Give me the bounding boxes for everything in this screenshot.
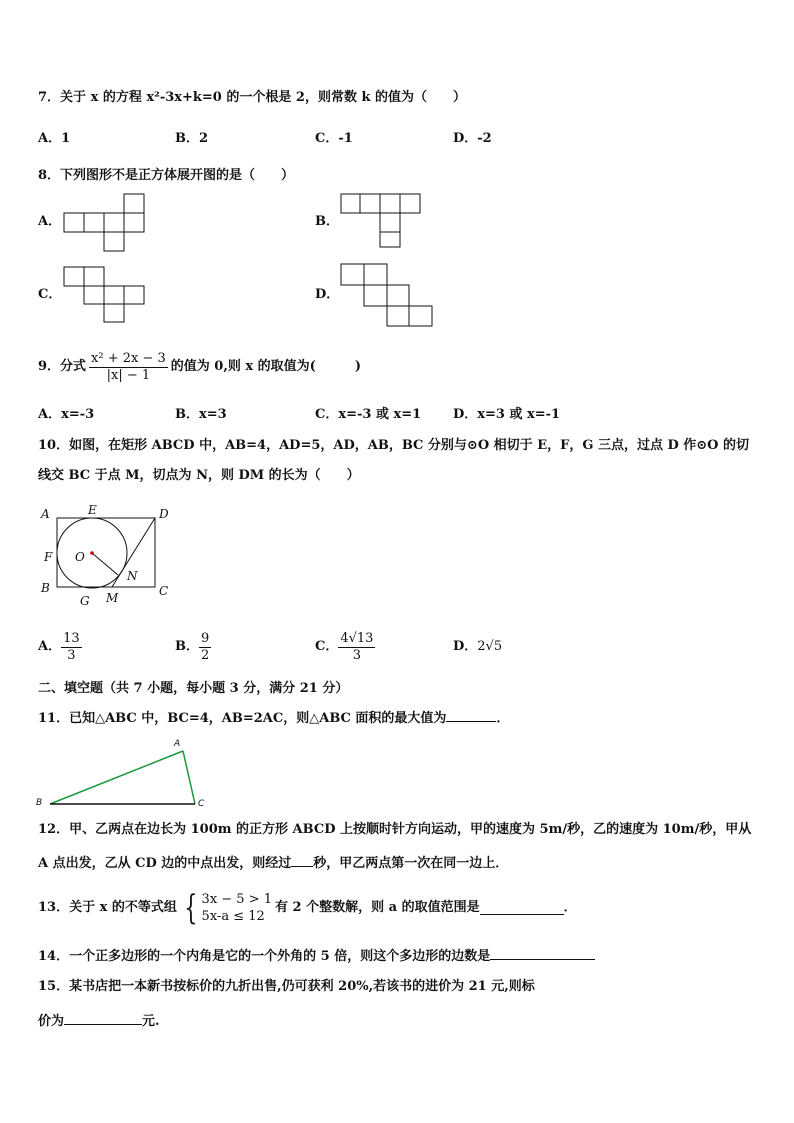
q13-inequalities [202,891,272,925]
q7-option-a: A．1 [38,131,71,146]
q9-prefix: 9．分式 [38,359,87,374]
q11-end: ． [496,711,510,726]
q14-line [38,946,595,965]
q7-text: 7．关于 x 的方程 x²-3x+k=0 的一个根是 2，则常数 k 的值为（ ） [38,90,467,105]
label-E: E [88,503,97,517]
q10-option-d-value: 2√5 [477,639,503,654]
q10-option-c-label: C． [315,639,339,654]
label-N: N [127,569,138,583]
q15-line2b: 元. [142,1014,160,1029]
q13-line [38,887,577,929]
q12-line1: 12．甲、乙两点在边长为 100m 的正方形 ABCD 上按顺时针方向运动，甲的速度为 5m/秒，乙的速度为 10m/秒，甲从 [38,822,752,837]
q10-option-b-label: B． [175,639,199,654]
q10-line2: 线交 BC 于点 M，切点为 N，则 DM 的长为（ ） [38,468,360,483]
label-B: B [41,581,50,595]
q8-label-d: D． [315,287,340,302]
q9-option-b: B．x=3 [175,407,227,422]
q9-numerator: x² + 2x − 3 [91,350,166,366]
brace-icon: { [184,888,198,928]
q11-label-C: C [198,799,205,809]
section2-title: 二、填空题（共 7 小题，每小题 3 分，满分 21 分） [38,681,349,696]
q7-option-c: C．-1 [315,131,353,146]
q10-option-b-den: 2 [201,647,210,663]
q9-option-c: C．x=-3 或 x=1 [315,407,422,422]
q10-option-c-num: 4√13 [340,630,374,646]
q8-label-b: B． [315,214,339,229]
q7-option-d: D．-2 [453,131,492,146]
q11-label-B: B [36,798,43,808]
q12-line2a: A 点出发，乙从 CD 边的中点出发，则经过 [38,856,292,871]
q13-ineq1: 3x − 5 > 1 [201,892,273,907]
q10-option-a-label: A． [38,639,62,654]
q9-suffix: 的值为 0,则 x 的取值为( ) [170,359,361,374]
q12-line2 [38,853,508,872]
q14-answer-blank[interactable] [490,946,595,960]
q9-denominator: |x| − 1 [106,367,151,383]
q9-option-a: A．x=-3 [38,407,95,422]
q15-answer-blank[interactable] [64,1011,142,1025]
q13-suffix: 有 2 个整数解，则 a 的取值范围是 [275,900,480,915]
label-A: A [41,507,50,521]
q12-line2b: 秒，甲乙两点第一次在同一边上． [313,856,509,871]
q8-label-a: A． [38,214,62,229]
q11-label-A: A [174,739,181,749]
q10-option-c-den: 3 [352,647,362,663]
q11-text: 11．已知△ABC 中，BC=4，AB=2AC，则△ABC 面积的最大值为 [38,711,447,726]
q13-prefix: 13．关于 x 的不等式组 [38,900,177,915]
label-C: C [159,584,169,598]
q10-option-a-den: 3 [67,647,76,663]
q10-option-b-num: 9 [201,630,210,646]
q8-text: 8．下列图形不是正方体展开图的是（ ） [38,168,295,183]
q13-system [180,888,273,928]
label-F: F [44,550,53,564]
label-M: M [106,591,119,605]
q10-option-a-num: 13 [63,630,80,646]
q15-line2 [38,1011,160,1030]
q12-answer-blank[interactable] [291,853,313,867]
q13-ineq2: 5x-a ≤ 12 [201,909,265,924]
q13-answer-blank[interactable] [480,901,564,915]
q15-line2a: 价为 [38,1014,65,1029]
q10-option-d-label: D． [453,639,478,654]
q13-end: ． [563,900,577,915]
q7-option-b: B．2 [175,131,209,146]
q15-line1: 15．某书店把一本新书按标价的九折出售,仍可获利 20%,若该书的进价为 21 元,则标 [38,979,535,994]
triangle-abc [50,751,195,804]
q10-line1: 10．如图，在矩形 ABCD 中，AB=4，AD=5，AD，AB，BC 分别与⊙O 相切于 E，F，G 三点，过点 D 作⊙O 的切 [38,438,750,453]
q8-label-c: C． [38,287,62,302]
label-G: G [80,594,90,608]
label-D: D [159,507,169,521]
label-O: O [75,550,85,564]
q9-option-d: D．x=3 或 x=-1 [453,407,561,422]
q14-text: 14．一个正多边形的一个内角是它的一个外角的 5 倍，则这个多边形的边数是 [38,949,491,964]
